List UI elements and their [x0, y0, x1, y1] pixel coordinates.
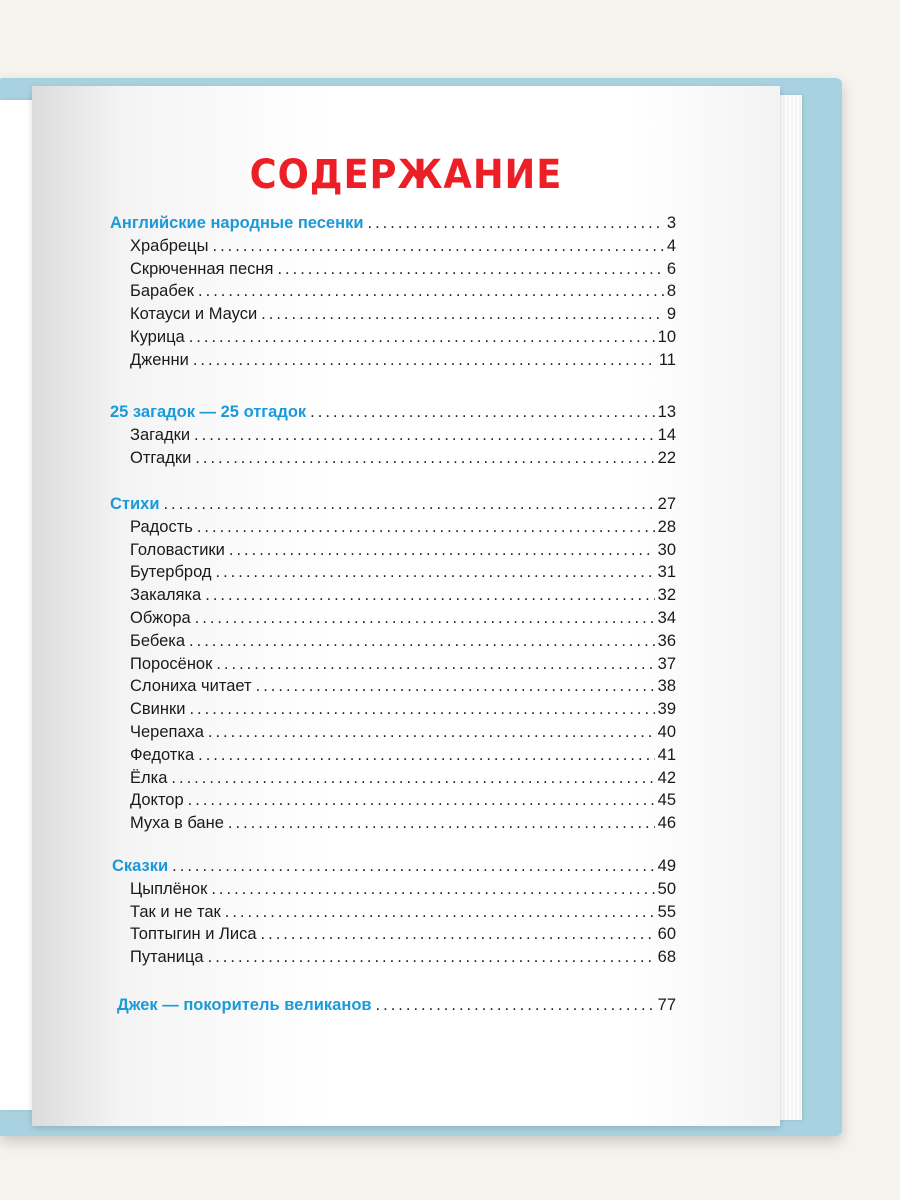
dot-leader	[256, 677, 655, 696]
toc-entry	[130, 260, 676, 284]
toc-entry	[130, 305, 676, 329]
section-heading-page-number: 13	[657, 403, 676, 421]
toc-entry	[130, 541, 676, 565]
toc-entry-page-number: 39	[657, 700, 676, 719]
section-heading	[110, 403, 676, 427]
toc-entry-page-number: 32	[657, 586, 676, 605]
dot-leader	[189, 700, 654, 719]
toc-entry	[130, 282, 676, 306]
toc-entry-page-number: 14	[657, 425, 676, 444]
dot-leader	[208, 723, 655, 742]
dot-leader	[228, 814, 655, 833]
dot-leader	[216, 563, 655, 582]
dot-leader	[189, 632, 655, 651]
toc-entry	[130, 723, 676, 747]
toc-entry-page-number: 41	[657, 745, 676, 764]
toc-entry	[130, 328, 676, 352]
dot-leader	[261, 925, 655, 944]
toc-entry-page-number: 22	[657, 448, 676, 467]
toc-entry-page-number: 38	[657, 677, 676, 696]
section-heading-label: Сказки	[112, 857, 169, 875]
toc-entry-label: Бутерброд	[130, 563, 212, 582]
toc-entry-page-number: 6	[666, 259, 676, 278]
toc-entry	[130, 677, 676, 701]
section-heading-label: 25 загадок — 25 отгадок	[110, 403, 307, 421]
section-heading-label: Стихи	[110, 495, 160, 513]
toc-entry-label: Поросёнок	[130, 654, 213, 673]
page-title: СОДЕРЖАНИЕ	[249, 152, 563, 198]
toc-entry-label: Отгадки	[130, 448, 192, 467]
toc-entry-label: Ёлка	[130, 768, 168, 787]
toc-entry	[130, 903, 676, 927]
dot-leader	[189, 328, 655, 347]
toc-entry-label: Путаница	[130, 948, 204, 967]
toc-entry-page-number: 8	[666, 282, 676, 301]
toc-entry	[130, 655, 676, 679]
dot-leader	[211, 880, 654, 899]
toc-entry-label: Топтыгин и Лиса	[130, 925, 257, 944]
toc-entry-page-number: 45	[657, 791, 676, 810]
toc-entry	[130, 426, 676, 450]
dot-leader	[212, 237, 663, 256]
dot-leader	[198, 282, 664, 301]
toc-entry-label: Курица	[130, 328, 185, 346]
toc-entry	[130, 700, 676, 724]
toc-entry	[130, 237, 676, 261]
toc-entry-page-number: 68	[657, 948, 676, 967]
toc-entry-label: Свинки	[130, 700, 186, 719]
dot-leader	[310, 403, 654, 422]
toc-entry	[130, 563, 676, 587]
toc-entry-label: Слониха читает	[130, 677, 252, 696]
toc-entry	[130, 746, 676, 770]
dot-leader	[277, 260, 663, 279]
toc-entry-label: Радость	[130, 517, 193, 536]
dot-leader	[198, 746, 655, 765]
toc-entry-label: Барабек	[130, 282, 195, 301]
dot-leader	[195, 609, 655, 628]
section-heading-page-number: 3	[666, 214, 676, 232]
toc-entry-label: Черепаха	[130, 723, 204, 741]
toc-entry-label: Храбрецы	[130, 236, 209, 255]
toc-entry-page-number: 11	[658, 350, 676, 369]
toc-entry-page-number: 40	[657, 723, 676, 741]
toc-entry-page-number: 55	[657, 902, 676, 921]
toc-entry-label: Цыплёнок	[130, 879, 208, 898]
toc-entry-page-number: 37	[657, 654, 676, 673]
dot-leader	[216, 655, 654, 674]
toc-entry-page-number: 31	[657, 563, 676, 582]
toc-entry-page-number: 28	[657, 517, 676, 536]
dot-leader	[367, 214, 663, 233]
toc-entry-label: Загадки	[130, 425, 191, 444]
toc-entry-label: Муха в бане	[130, 814, 224, 833]
toc-entry	[130, 880, 676, 904]
section-heading	[110, 495, 676, 519]
toc-entry-page-number: 50	[657, 879, 676, 898]
toc-entry	[130, 351, 676, 375]
toc-entry-label: Котауси и Мауси	[130, 305, 258, 324]
toc-entry-label: Головастики	[130, 540, 225, 559]
toc-entry	[130, 449, 676, 473]
section-heading-label: Джек — покоритель великанов	[117, 996, 372, 1014]
toc-entry-label: Обжора	[130, 609, 191, 627]
dot-leader	[261, 305, 664, 324]
dot-leader	[163, 495, 654, 514]
toc-entry-label: Доктор	[130, 791, 184, 810]
toc-entry-label: Федотка	[130, 745, 195, 764]
dot-leader	[193, 351, 656, 370]
toc-entry-page-number: 42	[657, 768, 676, 787]
toc-entry-page-number: 10	[657, 328, 676, 346]
toc-entry-label: Дженни	[130, 350, 189, 369]
toc-entry-label: Так и не так	[130, 902, 221, 921]
toc-entry	[130, 518, 676, 542]
section-heading-label: Английские народные песенки	[110, 214, 364, 232]
section-heading-page-number: 49	[657, 857, 676, 875]
dot-leader	[194, 426, 655, 445]
dot-leader	[172, 857, 654, 876]
toc-entry	[130, 632, 676, 656]
toc-entry	[130, 925, 676, 949]
toc-entry-label: Закаляка	[130, 586, 202, 605]
dot-leader	[171, 769, 654, 788]
toc-entry-page-number: 46	[657, 814, 676, 833]
toc-entry	[130, 814, 676, 838]
section-heading	[117, 996, 676, 1020]
toc-entry-page-number: 4	[666, 236, 676, 255]
dot-leader	[208, 948, 655, 967]
dot-leader	[205, 586, 654, 605]
section-heading	[112, 857, 676, 881]
toc-entry-page-number: 9	[666, 305, 676, 324]
toc-entry-label: Скрюченная песня	[130, 259, 274, 278]
dot-leader	[229, 541, 655, 560]
toc-entry	[130, 948, 676, 972]
toc-entry	[130, 609, 676, 633]
dot-leader	[195, 449, 654, 468]
toc-entry-page-number: 36	[657, 631, 676, 650]
toc-entry-label: Бебека	[130, 631, 186, 650]
toc-entry	[130, 586, 676, 610]
section-heading-page-number: 77	[657, 996, 676, 1014]
section-heading	[110, 214, 676, 238]
dot-leader	[197, 518, 655, 537]
toc-entry-page-number: 60	[657, 925, 676, 944]
toc-entry	[130, 769, 676, 793]
toc-entry-page-number: 34	[657, 609, 676, 627]
dot-leader	[225, 903, 655, 922]
toc-entry-page-number: 30	[657, 540, 676, 559]
dot-leader	[376, 996, 655, 1015]
section-heading-page-number: 27	[657, 495, 676, 513]
dot-leader	[188, 791, 655, 810]
toc-entry	[130, 791, 676, 815]
